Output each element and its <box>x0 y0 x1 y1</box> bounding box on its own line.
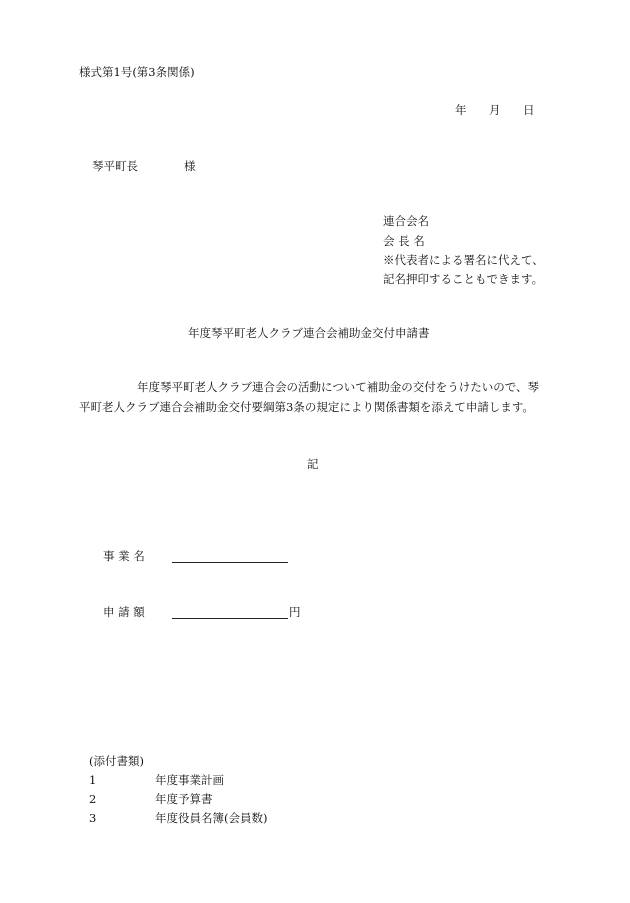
attachment-text: 年度役員名簿(会員数) <box>155 811 268 825</box>
project-label: 事 業 名 <box>103 549 145 563</box>
date-year: 年 <box>455 103 467 117</box>
attachment-text: 年度予算書 <box>155 792 213 806</box>
applicant-org-name: 連合会名 <box>383 214 429 228</box>
body-line1: 年度琴平町老人クラブ連合会の活動について補助金の交付をうけたいので、琴 <box>137 380 540 394</box>
ki-heading: 記 <box>307 457 319 471</box>
signature-note-line1: ※代表者による署名に代えて、 <box>383 253 544 267</box>
attachment-number: 2 <box>89 792 97 806</box>
date-month: 月 <box>489 103 501 117</box>
form-number: 様式第1号(第3条関係) <box>79 65 195 79</box>
project-underline <box>172 562 288 563</box>
attachments-heading: (添付書類) <box>89 754 144 768</box>
signature-note-line2: 記名押印することもできます。 <box>383 272 544 286</box>
date-day: 日 <box>523 103 535 117</box>
addressee-mayor: 琴平町長 <box>92 159 138 173</box>
body-line2: 平町老人クラブ連合会補助金交付要綱第3条の規定により関係書類を添えて申請します。 <box>79 400 534 414</box>
attachment-number: 3 <box>89 811 97 825</box>
document-title: 年度琴平町老人クラブ連合会補助金交付申請書 <box>188 326 430 340</box>
attachment-number: 1 <box>89 773 97 787</box>
amount-label: 申 請 額 <box>103 605 145 619</box>
amount-underline <box>172 618 288 619</box>
applicant-president-name: 会 長 名 <box>383 234 425 248</box>
attachment-text: 年度事業計画 <box>155 773 224 787</box>
addressee-honorific: 様 <box>184 159 196 173</box>
amount-unit: 円 <box>289 605 301 619</box>
